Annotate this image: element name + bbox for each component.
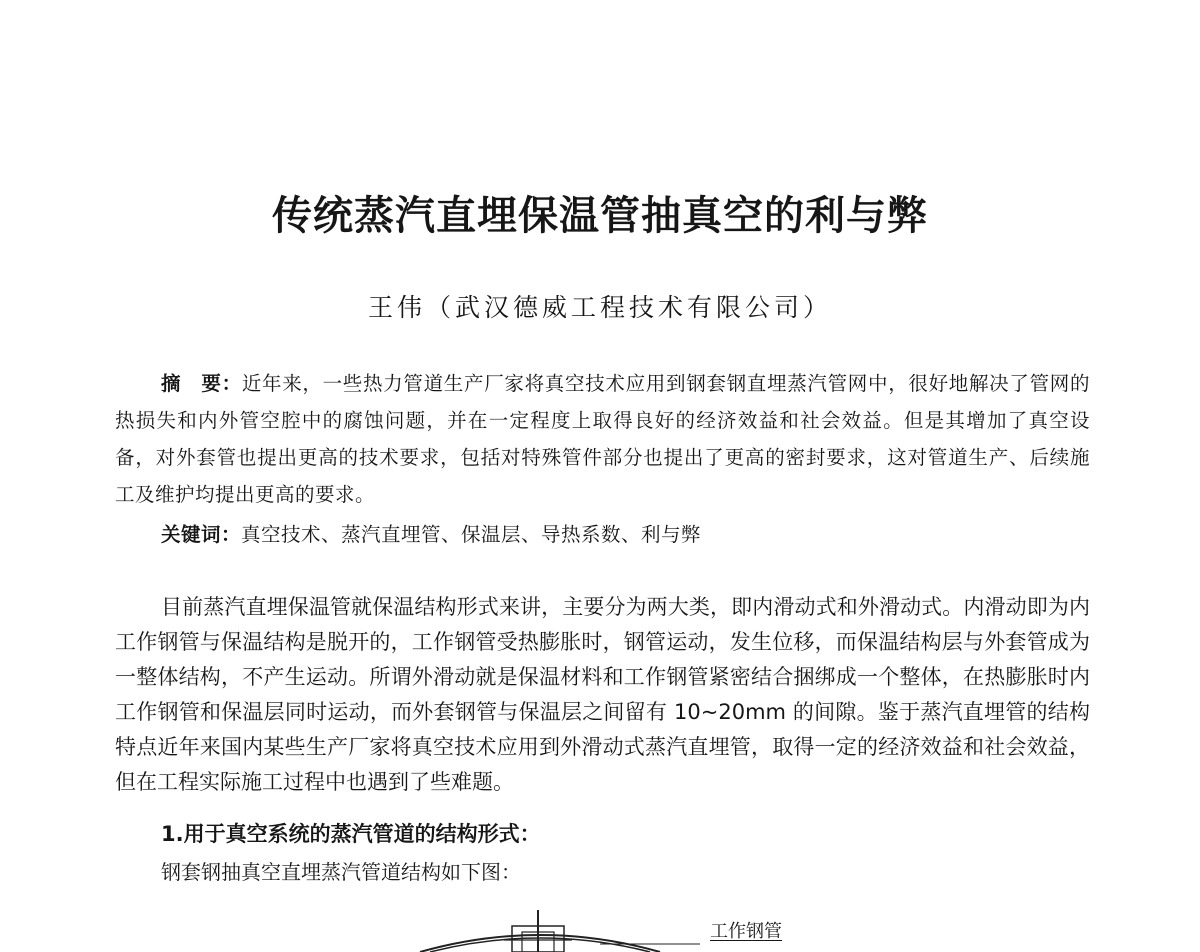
paper-title: 传统蒸汽直埋保温管抽真空的利与弊 (272, 192, 928, 239)
section-heading: 1.用于真空系统的蒸汽管道的结构形式： (161, 822, 541, 846)
abstract-paragraph (115, 365, 1090, 513)
abstract-label: 摘 要： (161, 372, 242, 395)
keywords-label: 关键词： (161, 523, 242, 546)
figure-intro: 钢套钢抽真空直埋蒸汽管道结构如下图： (161, 860, 521, 884)
body-paragraph: 目前蒸汽直埋保温管就保温结构形式来讲，主要分为两大类，即内滑动式和外滑动式。内滑动即为内工作钢管与保温结构是脱开的，工作钢管受热膨胀时，钢管运动，发生位移，而保温结构层与外套管成为一整体结构，不产生运动。所谓外滑动就是保温材料和工作钢管紧密结合捆绑成一个整体，在热膨胀时内工作钢管和保温层同时运动，而外套钢管与保温层之间留有 10~20mm 的间隙。鉴于蒸汽直埋管的结构特点近年来国内某些生产厂家将真空技术应用到外滑动式蒸汽直埋管，取得一定的经济效益和社会效益，但在工程实际施工过程中也遇到了些难题。 (115, 595, 1090, 794)
figure-label-work-pipe: 工作钢管 (710, 921, 782, 942)
keywords-text: 真空技术、蒸汽直埋管、保温层、导热系数、利与弊 (241, 523, 702, 546)
keywords-line (115, 516, 1090, 553)
author-affiliation: 王伟（武汉德威工程技术有限公司） (367, 293, 832, 322)
abstract-text: 近年来，一些热力管道生产厂家将真空技术应用到钢套钢直埋蒸汽管网中，很好地解决了管网的热损失和内外管空腔中的腐蚀问题，并在一定程度上取得良好的经济效益和社会效益。但是其增加了真空设备，对外套管也提出更高的技术要求，包括对特殊管件部分也提出了更高的密封要求，这对管道生产、后续施工及维护均提出更高的要求。 (115, 372, 1090, 506)
